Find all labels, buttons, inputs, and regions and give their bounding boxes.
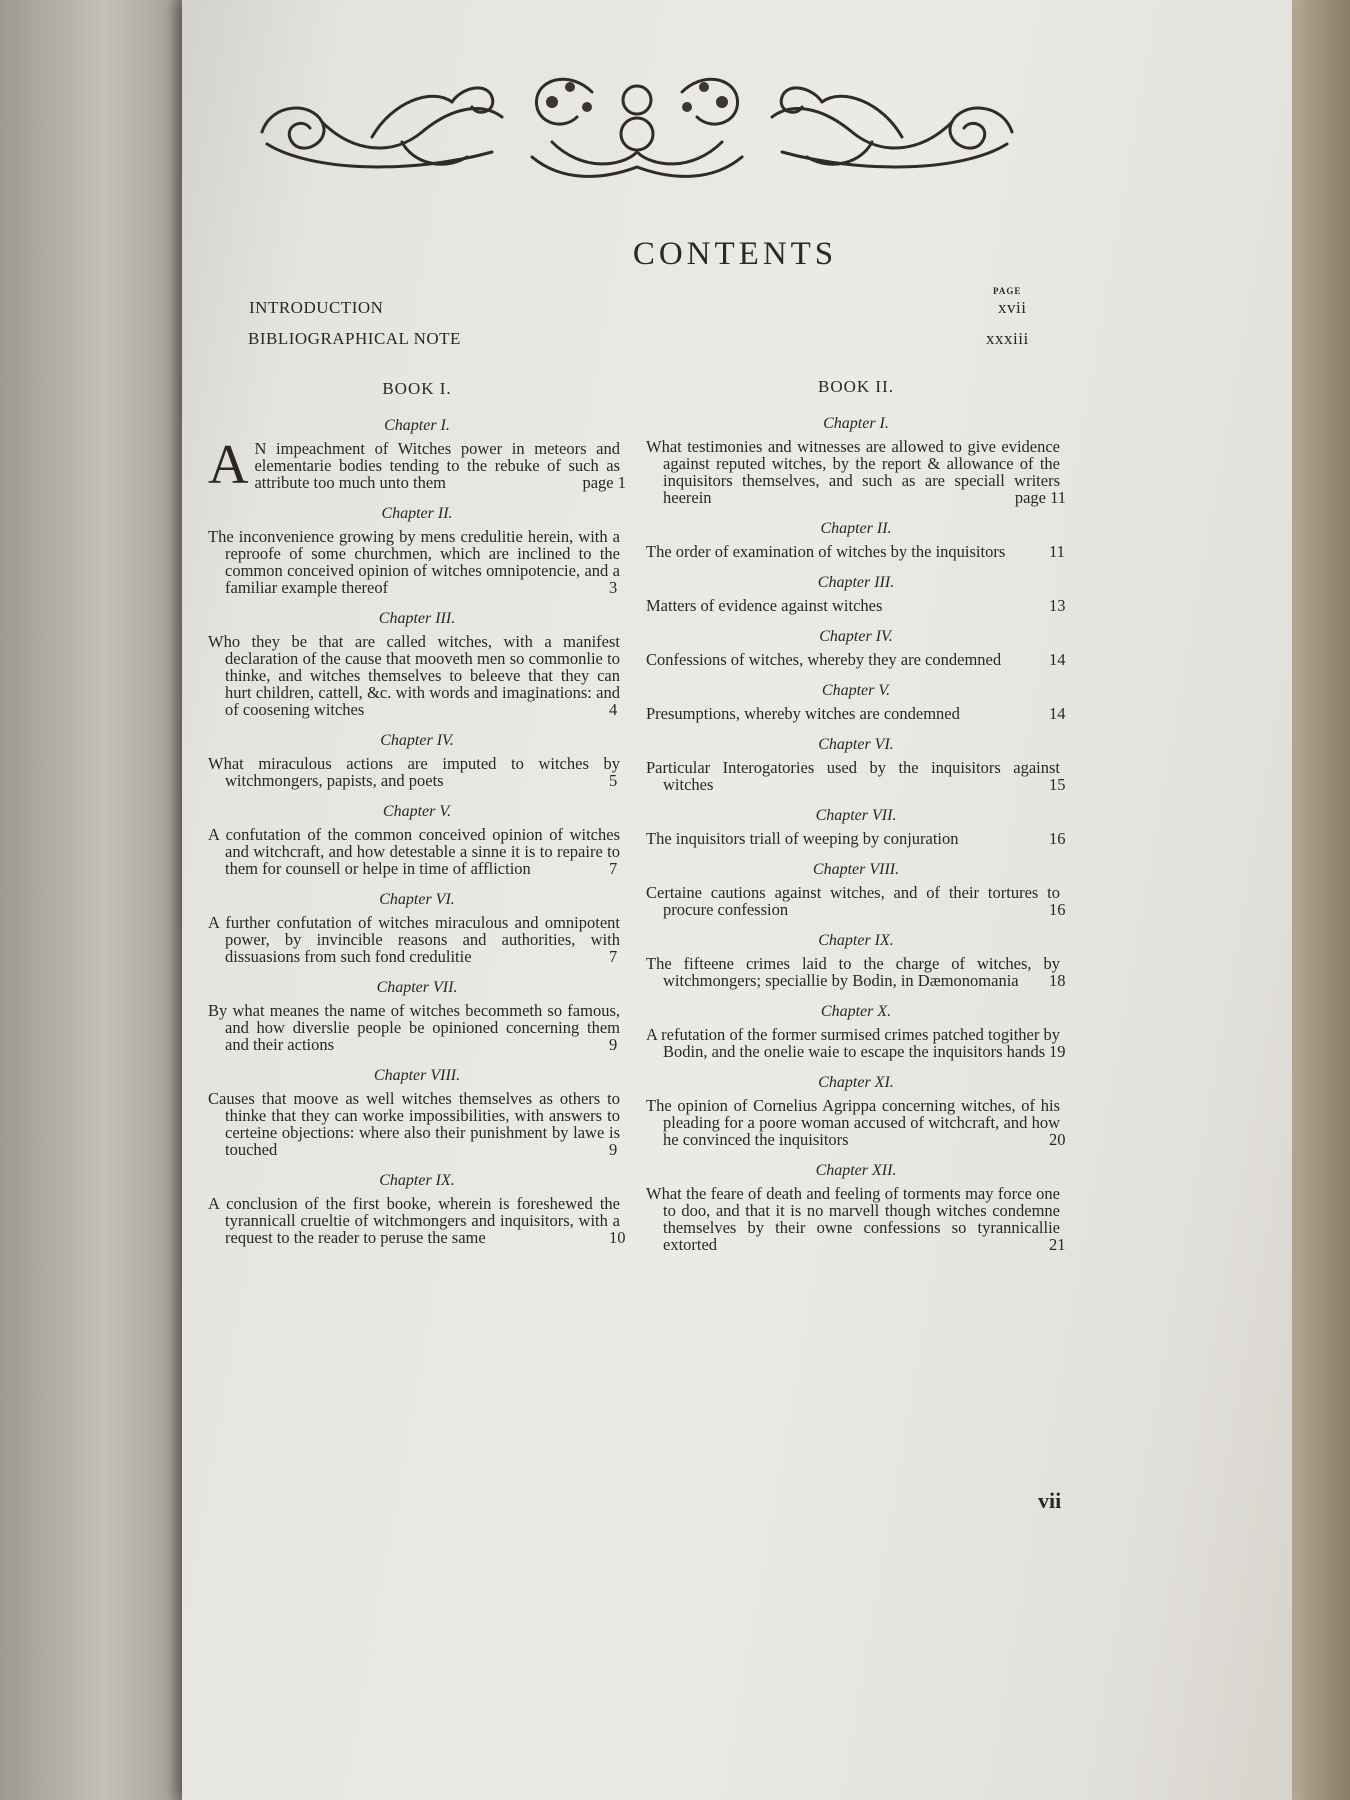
chapter-text: Certaine cautions against witches, and of their tortures to procure confession [646,883,1060,919]
toc-entry [646,1074,1066,1148]
chapter-text: The opinion of Cornelius Agrippa concerning witches, of his pleading for a poore woman accused of witchcraft, and how he convinced the inquisitors [646,1096,1060,1149]
chapter-heading: Chapter I. [384,417,450,434]
front-matter-label: INTRODUCTION [249,298,384,317]
chapter-description [208,434,626,496]
toc-entry [208,505,626,596]
chapter-heading: Chapter IV. [380,732,454,749]
chapter-text: A conclusion of the first booke, wherein is foreshewed the tyrannicall crueltie of witchmongers and inquisitors, with a request to the reader to peruse the same [208,1194,620,1247]
toc-entry [646,628,1066,668]
chapter-text: Matters of evidence against witches [646,596,883,615]
chapter-heading: Chapter IX. [379,1172,455,1189]
chapter-description: Confessions of witches, whereby they are condemned 14 [646,650,1066,669]
chapter-list [646,415,1066,1253]
toc-entry [646,682,1066,722]
chapter-list [208,417,626,1246]
chapter-text: Presumptions, whereby witches are condemned [646,704,960,723]
toc-entry [208,803,626,877]
chapter-description: Certaine cautions against witches, and of their tortures to procure confession 16 [646,883,1066,919]
chapter-heading: Chapter XII. [815,1162,897,1179]
chapter-description: By what meanes the name of witches becommeth so famous, and how diverslie people be opinioned concerning them and their actions 9 [208,1001,620,1054]
chapter-text: A confutation of the common conceived opinion of witches and witchcraft, and how detestable a sinne it is to repaire to them for counsell or helpe in time of affliction [208,825,620,878]
toc-entry [646,861,1066,918]
toc-entry [646,520,1066,560]
chapter-description: A confutation of the common conceived opinion of witches and witchcraft, and how detestable a sinne it is to repaire to them for counsell or helpe in time of affliction 7 [208,825,620,878]
chapter-description: The inconvenience growing by mens credulitie herein, with a reproofe of some churchmen, which are inclined to the common conceived opinion of witches omnipotencie, and a familiar example thereof 3 [208,527,620,597]
toc-entry [208,732,626,789]
chapter-heading: Chapter VIII. [812,861,900,878]
chapter-description: Presumptions, whereby witches are condemned 14 [646,704,1066,723]
chapter-description: The fifteene crimes laid to the charge of witches, by witchmongers; speciallie by Bodin, in Dæmonomania 18 [646,954,1066,990]
chapter-description: The order of examination of witches by the inquisitors 11 [646,542,1065,561]
chapter-heading: Chapter X. [820,1003,892,1020]
chapter-text: N impeachment of Witches power in meteors and elementarie bodies tending to the rebuke of such as attribute too much unto them [254,439,620,492]
drop-cap: A [208,434,249,496]
chapter-description: What miraculous actions are imputed to witches by witchmongers, papists, and poets 5 [208,754,620,790]
page-number: page 1 [582,473,626,492]
chapter-text: The inconvenience growing by mens credulitie herein, with a reproofe of some churchmen, which are inclined to the common conceived opinion of witches omnipotencie, and a familiar example thereof [208,527,620,597]
chapter-description: The inquisitors triall of weeping by conjuration 16 [646,829,1066,848]
toc-entry [208,417,626,496]
page-column-header: PAGE [993,286,1022,296]
chapter-heading: Chapter II. [820,520,892,537]
toc-entry [208,1172,626,1246]
chapter-description: A refutation of the former surmised crimes patched togither by Bodin, and the onelie waie to escape the inquisitors hands 19 [646,1025,1066,1061]
front-matter-label: BIBLIOGRAPHICAL NOTE [248,329,461,348]
chapter-text: What testimonies and witnesses are allowed to give evidence against reputed witches, by the report & allowance of the inquisitors themselves, and such as are speciall writers heerein [646,437,1060,507]
toc-entry [646,932,1066,989]
toc-entry [208,891,626,965]
chapter-text: Particular Interogatories used by the inquisitors against witches [646,758,1060,794]
chapter-heading: Chapter V. [382,803,452,820]
chapter-heading: Chapter VIII. [373,1067,461,1084]
toc-entry [646,736,1066,793]
toc-entry [646,574,1066,614]
chapter-heading: Chapter I. [823,415,889,432]
toc-entry [646,1162,1066,1253]
chapter-text: A refutation of the former surmised crimes patched togither by Bodin, and the onelie waie to escape the inquisitors hands [646,1025,1060,1061]
chapter-description [646,438,1066,506]
chapter-heading: Chapter II. [381,505,453,522]
chapter-heading: Chapter VI. [379,891,455,908]
chapter-text: The fifteene crimes laid to the charge of witches, by witchmongers; speciallie by Bodin, in Dæmonomania [646,954,1060,990]
chapter-description: Particular Interogatories used by the inquisitors against witches 15 [646,758,1066,794]
chapter-text: The order of examination of witches by the inquisitors [646,542,1006,561]
toc-entry [646,807,1066,847]
chapter-text: The inquisitors triall of weeping by conjuration [646,829,959,848]
chapter-heading: Chapter VI. [818,736,894,753]
chapter-description: Matters of evidence against witches 13 [646,596,1066,615]
chapter-text: Confessions of witches, whereby they are condemned [646,650,1002,669]
chapter-description: Causes that moove as well witches themselves as others to thinke that they can worke impossibilities, with answers to certeine objections: where also their punishment by lawe is touched 9 [208,1089,620,1159]
folio-number: vii [1038,1488,1062,1513]
book-heading: BOOK II. [818,377,894,396]
page-title: CONTENTS [632,236,838,272]
front-matter-page: xxxiii [986,329,1029,348]
chapter-text: Who they be that are called witches, with a manifest declaration of the cause that mooveth men so commonlie to thinke, and witches themselves to beleeve that they can hurt children, cattell, &c. with words and imaginations: and of coosening witches [208,632,620,719]
book-2-column [646,378,1066,1267]
chapter-heading: Chapter IX. [818,932,894,949]
book-heading: BOOK I. [382,379,452,398]
chapter-text: What miraculous actions are imputed to witches by witchmongers, papists, and poets [208,754,620,790]
chapter-heading: Chapter V. [821,682,891,699]
chapter-heading: Chapter IV. [819,628,893,645]
toc-entry [646,415,1066,506]
chapter-heading: Chapter III. [817,574,895,591]
chapter-text: By what meanes the name of witches becommeth so famous, and how diverslie people be opinioned concerning them and their actions [208,1001,620,1054]
chapter-description: Who they be that are called witches, with a manifest declaration of the cause that mooveth men so commonlie to thinke, and witches themselves to beleeve that they can hurt children, cattell, &c. with words and imaginations: and of coosening witches 4 [208,632,620,719]
chapter-heading: Chapter VII. [376,979,458,996]
chapter-description: What the feare of death and feeling of torments may force one to doo, and that it is no marvell though witches condemne themselves by their owne confessions so tyrannicallie extorted 21 [646,1184,1066,1254]
chapter-description: The opinion of Cornelius Agrippa concerning witches, of his pleading for a poore woman accused of witchcraft, and how he convinced the inquisitors 20 [646,1096,1066,1149]
chapter-heading: Chapter XI. [818,1074,894,1091]
front-matter-page: xvii [998,298,1027,317]
chapter-text: What the feare of death and feeling of torments may force one to doo, and that it is no marvell though witches condemne themselves by their owne confessions so tyrannicallie extorted [646,1184,1060,1254]
toc-entry [646,1003,1066,1060]
chapter-description: A conclusion of the first booke, wherein is foreshewed the tyrannicall crueltie of witchmongers and inquisitors, with a request to the reader to peruse the same 10 [208,1194,626,1247]
chapter-heading: Chapter VII. [815,807,897,824]
facing-page-edge [0,0,190,1800]
page-number: page 11 [1014,488,1066,507]
book-1-column [208,380,626,1260]
ornamental-headpiece [252,62,1022,192]
chapter-text: A further confutation of witches miraculous and omnipotent power, by invincible reasons and authorities, with dissuasions from such fond credulitie [208,913,620,966]
chapter-heading: Chapter III. [378,610,456,627]
toc-entry [208,1067,626,1158]
chapter-text: Causes that moove as well witches themselves as others to thinke that they can worke impossibilities, with answers to certeine objections: where also their punishment by lawe is touched [208,1089,620,1159]
toc-entry [208,610,626,718]
chapter-description: A further confutation of witches miraculous and omnipotent power, by invincible reasons and authorities, with dissuasions from such fond credulitie 7 [208,913,620,966]
toc-entry [208,979,626,1053]
